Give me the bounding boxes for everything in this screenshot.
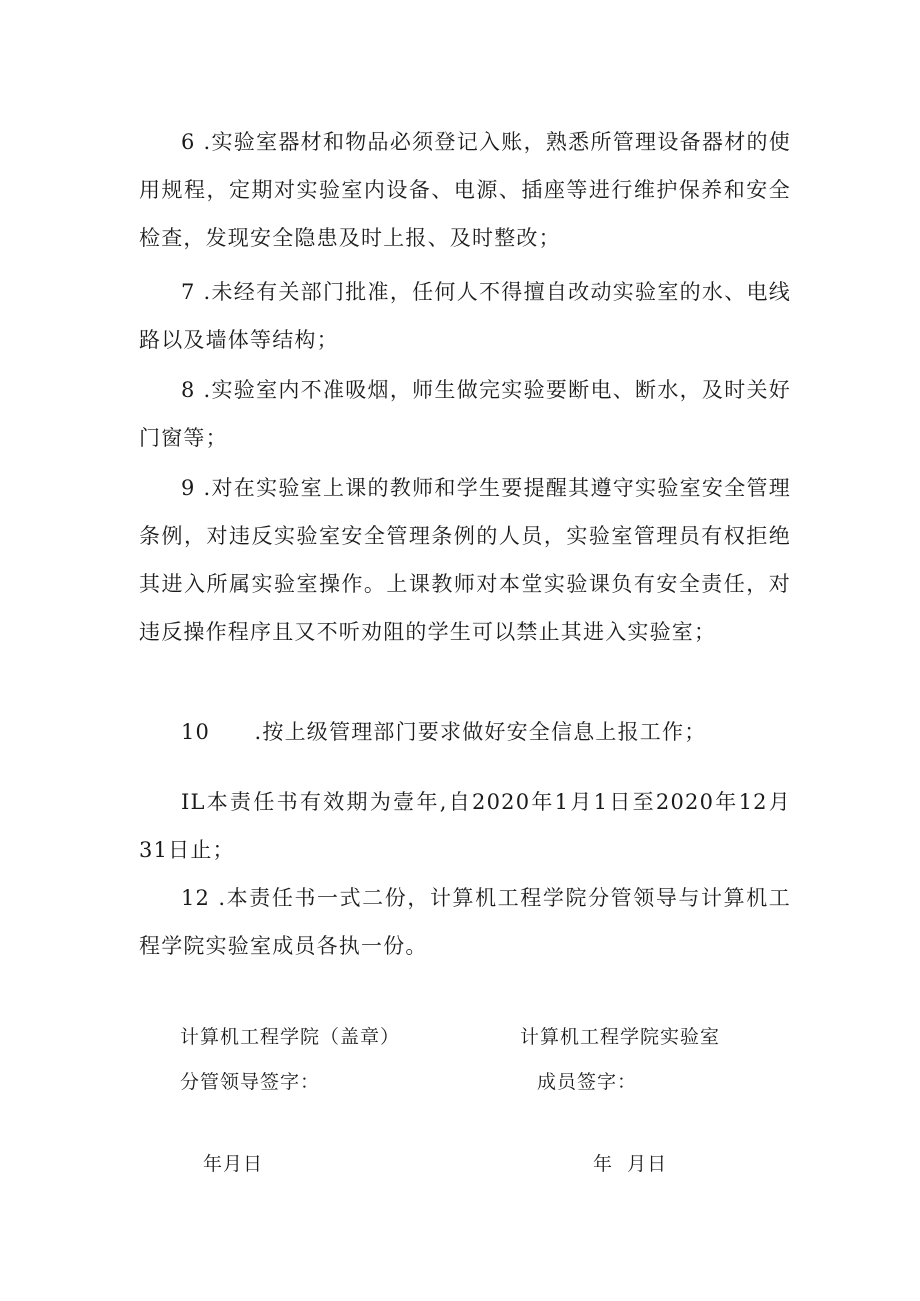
right-date-label: 年 月日 bbox=[593, 1153, 668, 1175]
right-org-label: 计算机工程学院实验室 bbox=[520, 1026, 721, 1048]
left-date-label: 年月日 bbox=[203, 1153, 264, 1175]
right-sign-label: 成员签字： bbox=[537, 1071, 638, 1093]
clause-11: IL本责任书有效期为壹年,自2020年1月1日至2020年12月31日止； bbox=[139, 790, 791, 862]
left-org-seal-label: 计算机工程学院（盖章） bbox=[180, 1026, 401, 1048]
clause-12: 12 .本责任书一式二份，计算机工程学院分管领导与计算机工程学院实验室成员各执一份。 bbox=[139, 886, 791, 958]
clause-7: 7 .未经有关部门批准，任何人不得擅自改动实验室的水、电线路以及墙体等结构； bbox=[139, 280, 791, 352]
clause-6: 6 .实验室器材和物品必须登记入账，熟悉所管理设备器材的使用规程，定期对实验室内设备、电源、插座等进行维护保养和安全检查，发现安全隐患及时上报、及时整改； bbox=[139, 130, 791, 250]
clause-8: 8 .实验室内不准吸烟，师生做完实验要断电、断水，及时关好门窗等； bbox=[139, 378, 791, 450]
left-sign-label: 分管领导签字： bbox=[180, 1071, 321, 1093]
clause-9: 9 .对在实验室上课的教师和学生要提醒其遵守实验室安全管理条例，对违反实验室安全管理条例的人员，实验室管理员有权拒绝其进入所属实验室操作。上课教师对本堂实验课负有安全责任，对违反操作程序且又不听劝阻的学生可以禁止其进入实验室； bbox=[139, 476, 791, 644]
clause-10: 10 .按上级管理部门要求做好安全信息上报工作； bbox=[181, 720, 707, 744]
